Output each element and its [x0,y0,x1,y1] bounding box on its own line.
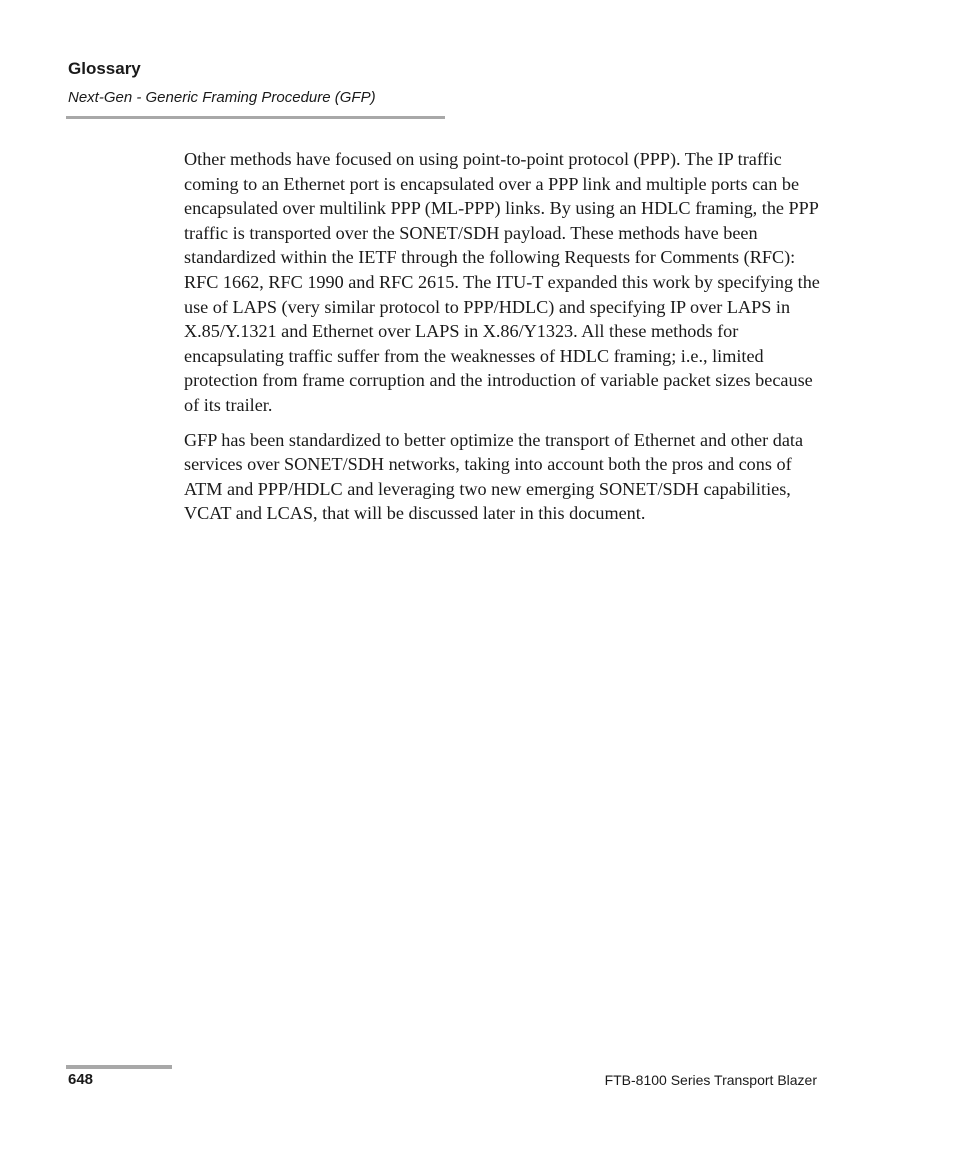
page-header-title: Glossary [68,59,141,78]
page-header-subtitle: Next-Gen - Generic Framing Procedure (GFP) [68,89,376,106]
body-paragraph: GFP has been standardized to better optimize the transport of Ethernet and other data services over SONET/SDH networks, taking into account both the pros and cons of ATM and PPP/HDLC and leveraging two new emerging SONET/SDH capabilities, VCAT and LCAS, that will be discussed later in this document. [184,429,804,524]
footer-divider [66,1065,172,1069]
body-paragraph: Other methods have focused on using point-to-point protocol (PPP). The IP traffic coming to an Ethernet port is encapsulated over a PPP link and multiple ports can be encapsulated over multilink PPP (ML-PPP) links. By using an HDLC framing, the PPP traffic is transported over the SONET/SDH payload. These methods have been standardized within the IETF through the following Requests for Comments (RFC): RFC 1662, RFC 1990 and RFC 2615. The ITU-T expanded this work by specifying the use of LAPS (very similar protocol to PPP/HDLC) and specifying IP over LAPS in X.85/Y.1321 and Ethernet over LAPS in X.86/Y1323. All these methods for encapsulating traffic suffer from the weaknesses of HDLC framing; i.e., limited protection from frame corruption and the introduction of variable packet sizes because of its trailer. [184,149,820,415]
page-number: 648 [68,1071,94,1088]
body-content [184,147,820,536]
header-divider [66,116,445,119]
footer-product-name: FTB-8100 Series Transport Blazer [604,1072,817,1088]
